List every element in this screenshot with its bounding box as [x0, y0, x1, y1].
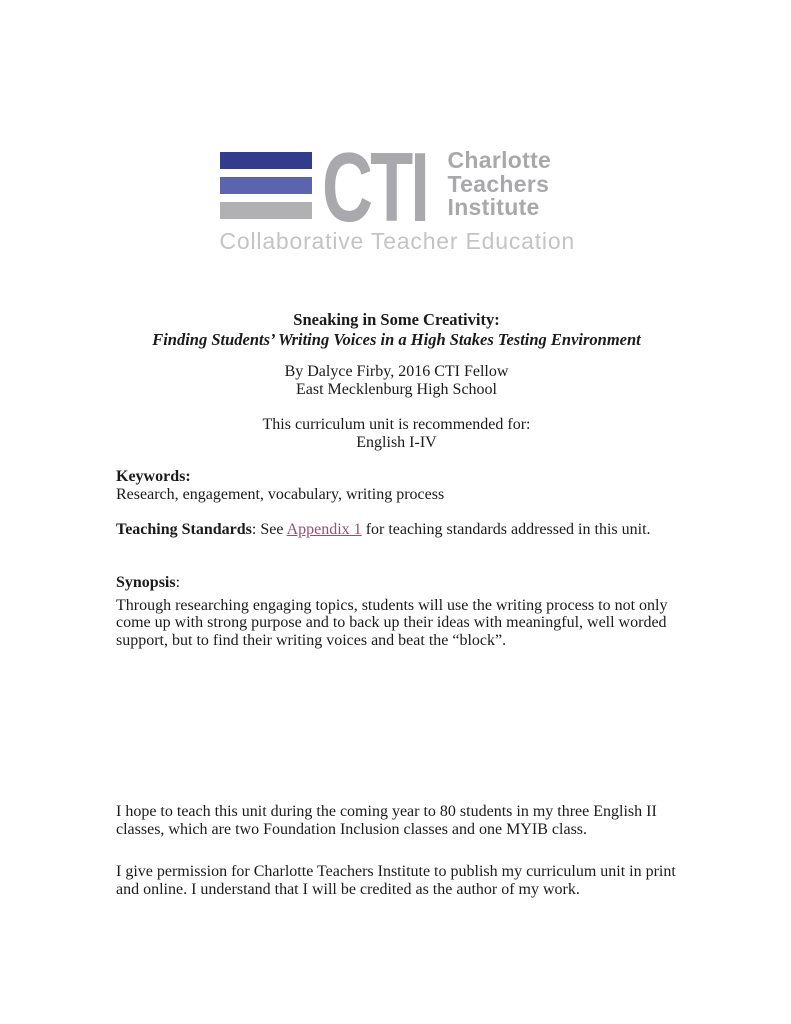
- logo-org-name: [448, 149, 552, 220]
- logo-bar-gray: [220, 202, 312, 219]
- school-line: East Mecklenburg High School: [295, 381, 497, 398]
- synopsis-body: Through researching engaging topics, students will use the writing process to not only come up with strong purpose and to back up their ideas with meaningful, well worded support, but to find their writing voices and beat the “block”.: [116, 596, 668, 649]
- recommended-courses: English I-IV: [356, 434, 437, 451]
- synopsis-section: [116, 574, 677, 649]
- logo-bar-blue: [220, 177, 312, 194]
- author-byline: [116, 363, 677, 399]
- appendix-1-link[interactable]: Appendix 1: [286, 521, 362, 538]
- logo-bar-navy: [220, 152, 312, 169]
- synopsis-colon: :: [175, 574, 181, 591]
- keywords-value: Research, engagement, vocabulary, writing process: [116, 485, 445, 503]
- synopsis-label: Synopsis: [116, 574, 176, 591]
- unit-title-block: [116, 310, 677, 350]
- logo-bars-icon: [220, 152, 312, 219]
- recommended-intro: This curriculum unit is recommended for:: [262, 416, 531, 433]
- logo-tagline: Collaborative Teacher Education: [219, 228, 576, 254]
- logo-org-line-institute: Institute: [447, 194, 540, 220]
- keywords-section: [116, 468, 677, 503]
- logo-org-line-charlotte: Charlotte: [447, 147, 552, 173]
- teaching-standards-pre-link: : See: [251, 521, 287, 538]
- closing-paragraph-teaching-plan: I hope to teach this unit during the coming year to 80 students in my three English II classes, which are two Foundation Inclusion classes and one MYIB class.: [116, 803, 657, 838]
- logo-org-line-teachers: Teachers: [447, 170, 550, 197]
- keywords-label: Keywords:: [116, 468, 191, 485]
- closing-paragraph-permission: I give permission for Charlotte Teachers Institute to publish my curriculum unit in print and online. I understand that I will be credited as the author of my work.: [116, 863, 676, 898]
- cti-logo: [219, 132, 576, 254]
- teaching-standards-label: Teaching Standards: [116, 521, 252, 538]
- teaching-standards-post-link: for teaching standards addressed in this unit.: [361, 521, 651, 538]
- teaching-standards-section: [116, 521, 677, 539]
- recommended-block: [116, 416, 677, 452]
- unit-subtitle: Finding Students’ Writing Voices in a High Stakes Testing Environment: [152, 330, 641, 349]
- author-line: By Dalyce Firby, 2016 CTI Fellow: [284, 363, 509, 380]
- unit-title: Sneaking in Some Creativity:: [293, 310, 500, 329]
- logo-cti-letters: CTI: [321, 132, 427, 242]
